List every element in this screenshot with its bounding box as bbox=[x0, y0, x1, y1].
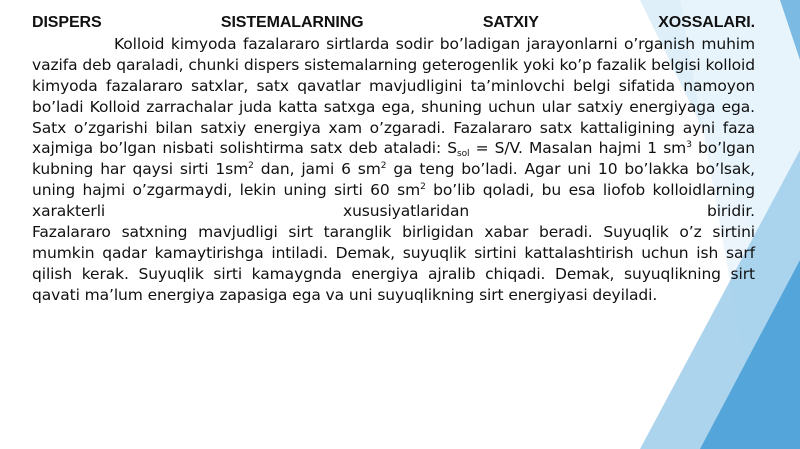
paragraph-1-part-5: ga teng bo’ladi. Agar uni 10 bo’lakka bo’lsak, uning hajmi o’zgarmaydi, lekin uning sirti 60 sm bbox=[32, 160, 755, 200]
paragraph-1-part-3: bo’lgan kubning har qaysi sirti 1sm bbox=[32, 139, 756, 179]
superscript-3: 3 bbox=[686, 140, 692, 151]
superscript-2b: 2 bbox=[380, 161, 387, 172]
paragraph-1-part-6: bo’lib qoladi, bu esa liofob kolloidlarning xarakterli xususiyatlaridan biridir. bbox=[32, 181, 755, 221]
slide-heading bbox=[32, 13, 755, 34]
paragraph-1-part-1: Kolloid kimyoda fazalararo sirtlarda sodir bo’ladigan jarayonlarni o’rganish muhim vazifa deb qaraladi, chunki dispers sistemalarning geterogenlik yoki ko’p fazalik belgisi kolloid kimyoda fazalararo satxlar, satx qavatlar mavjudligini ta’minlovchi belgi sifatida namoyon bo’ladi Kolloid zarrachalar juda katta satxga ega, shuning uchun ular satxiy energiyaga ega. Satx o’zgarishi bilan satxiy energiya xam o’zgaradi. Fazalararo satx kattaligining ayni faza xajmiga bo’lgan nisbati solishtirma satx deb ataladi: S bbox=[32, 34, 755, 158]
heading-word-1: DISPERS bbox=[32, 14, 102, 31]
paragraph-2: Fazalararo satxning mavjudligi sirt taranglik birligidan xabar beradi. Suyuqlik o’z sirtini mumkin qadar kamaytirishga intiladi. Demak, suyuqlik sirtini kattalashtirish uchun ish sarf qilish kerak. Suyuqlik sirti kamaygnda energiya ajralib chiqadi. Demak, suyuqlikning sirt qavati ma’lum energiya zapasiga ega va uni suyuqlikning sirt energiyasi deyiladi. bbox=[32, 223, 755, 304]
heading-word-2: SISTEMALARNING bbox=[220, 14, 364, 31]
paragraph-1-part-4: dan, jami 6 sm bbox=[253, 160, 381, 179]
superscript-2a: 2 bbox=[248, 161, 254, 172]
paragraph-1 bbox=[32, 34, 755, 222]
heading-word-3: SATXIY bbox=[482, 14, 539, 31]
heading-word-4: XOSSALARI. bbox=[658, 14, 755, 31]
paragraph-1-part-2: = S/V. Masalan hajmi 1 sm bbox=[469, 139, 687, 158]
text-content bbox=[32, 13, 755, 306]
superscript-2c: 2 bbox=[420, 182, 426, 193]
subscript-sol: sol bbox=[457, 149, 470, 160]
